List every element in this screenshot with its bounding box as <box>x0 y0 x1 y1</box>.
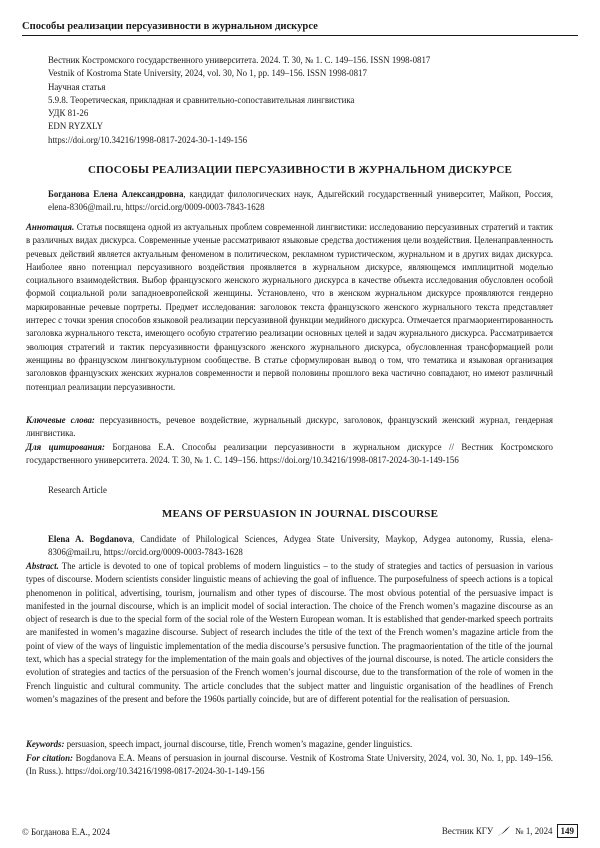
research-article-label: Research Article <box>48 485 107 495</box>
title-en: MEANS OF PERSUASION IN JOURNAL DISCOURSE <box>161 508 439 520</box>
meta-line-udc: УДК 81-26 <box>48 108 89 119</box>
meta-line-specialty: 5.9.8. Теоретическая, прикладная и сравнительно-сопоставительная лингвистика <box>48 94 355 105</box>
running-head: Способы реализации персуазивности в журнальном дискурсе <box>22 19 578 36</box>
feather-icon <box>497 825 511 837</box>
abstract-label-ru: Аннотация. <box>26 222 75 232</box>
citation-en <box>26 752 553 779</box>
meta-line-doi[interactable]: https://doi.org/10.34216/1998-0817-2024-30-1-149-156 <box>48 134 248 145</box>
article-metadata <box>48 54 558 147</box>
footer-journal-name: Вестник КГУ <box>441 826 494 836</box>
keywords-text-en: persuasion, speech impact, journal discourse, title, French women’s magazine, gender linguistics. <box>66 739 413 749</box>
abstract-label-en: Abstract. <box>26 561 59 571</box>
citation-label-en: For citation: <box>26 753 73 763</box>
author-name-ru: Богданова Елена Александровна <box>48 189 184 199</box>
author-details-en: , Candidate of Philological Sciences, Adygea State University, Maykop, Adygea autonomy, Russia, elena-8306@mail.ru, https://orcid.org/0009-0003-7843-1628 <box>48 534 553 558</box>
citation-text-ru: Богданова Е.А. Способы реализации персуазивности в журнальном дискурсе // Вестник Костромского государственного университета. 2024. Т. 30, № 1. С. 149–156. https://doi.org/10.34216/1998-0817-2024-30-1-149-156 <box>26 442 553 466</box>
footer-issue: № 1, 2024 <box>515 826 553 836</box>
keywords-label-ru: Ключевые слова: <box>26 415 95 425</box>
keywords-ru <box>26 414 553 441</box>
keywords-text-ru: персуазивность, речевое воздействие, журнальный дискурс, заголовок, французский женский журнал, гендерная лингвистика. <box>26 415 554 439</box>
author-name-en: Elena A. Bogdanova <box>48 534 133 544</box>
author-details-ru: , кандидат филологических наук, Адыгейский государственный университет, Майкоп, Россия, elena-8306@mail.ru, https://orcid.org/0009-0003-7843-1628 <box>48 189 554 213</box>
title-ru: СПОСОБЫ РЕАЛИЗАЦИИ ПЕРСУАЗИВНОСТИ В ЖУРНАЛЬНОМ ДИСКУРСЕ <box>88 164 512 176</box>
author-ru <box>48 188 553 215</box>
meta-line-edn: EDN RYZXLY <box>48 121 104 132</box>
meta-line-ru-journal: Вестник Костромского государственного университета. 2024. Т. 30, № 1. С. 149–156. ISSN 1998-0817 <box>48 55 431 65</box>
footer-journal-info <box>442 824 578 838</box>
copyright: © Богданова Е.А., 2024 <box>22 827 111 837</box>
meta-line-article-type: Научная статья <box>48 81 106 92</box>
citation-ru <box>26 441 553 468</box>
abstract-text-ru: Статья посвящена одной из актуальных проблем современной лингвистики: исследованию персуазивных стратегий и тактик в различных видах дискурса. Современные ученые рассматривают языковые средства достижения цели воздействия. Целенаправленность речевых действий является актуальным феноменом в политическом, рекламном туристическом, журнальном и в других видах дискурса. Наиболее явно потенциал персуазивного воздействия проявляется в журнальном дискурсе, являющемся имплицитной моделью социального взаимодействия. Выбор французского женского журнального дискурса в качестве объекта исследования обусловлен особой формой социальной роли западноевропейской женщины. Установлено, что в женском журнальном дискурсе проявляются гендерно маркированные речевые портреты. Предмет исследования: заголовок текста французского женского журнального текста представляет интерес с точки зрения способов языковой реализации персуазивной функции медийного дискурса. Отмечается прагмаориентированность заголовка журнального текста, имеющего особую стратегию реализации основных целей и задач журнального дискурса. Рассматривается эволюция стратегий и тактик персуазивности французского женского журнального дискурса, обусловленная трансформацией роли женщины во французском лингвокультурном сообществе. В статье сформулирован вывод о том, что тематика и языковая организация заголовков французских женских журналов современности и первой половины прошлого века частично совпадают, но имеют различный потенциал реализации персуазивности. <box>26 222 553 392</box>
abstract-en <box>26 560 553 706</box>
citation-label-ru: Для цитирования: <box>26 442 105 452</box>
page-number: 149 <box>557 824 579 838</box>
keywords-en <box>26 738 553 751</box>
keywords-label-en: Keywords: <box>26 739 65 749</box>
abstract-ru <box>26 221 553 394</box>
author-en <box>48 533 553 560</box>
citation-text-en: Bogdanova E.A. Means of persuasion in journal discourse. Vestnik of Kostroma State University, 2024, vol. 30, No. 1, pp. 149–156. (In Russ.). https://doi.org/10.34216/1998-0817-2024-30-1-149-156 <box>26 753 553 777</box>
abstract-text-en: The article is devoted to one of topical problems of modern linguistics – to the study of strategies and tactics of persuasion in various types of discourse. Modern scientists consider linguistic means of achieving the goal of influence. The purposefulness of speech actions is a topical phenomenon in political, advertising, tourism, journalism and other types of discourse. The most obvious potential of the persuasive impact is manifested in the journal discourse, which is an implicit model of social interaction. The choice of the French women’s magazine discourse as an object of research is due to the special form of the social role of the Western European woman. It is established that gender-marked speech portraits are manifested in women’s magazine discourse. Subject of research includes the title of the text of the French women’s magazine article from the point of view of the ways of linguistic implementation of the media discourse’s persusive function. The pragmaorientation of the title of the journal text, which has a special strategy for the implementation of the main goals and objectives of the journal discourse, is noted. The article considers the evolution of strategies and tactics of the persuasion of the French women’s journal discourse, due to the transformation of the role of women in the French linguistic and cultural community. The article concludes that the subject matter and linguistic organisation of the headlines of French women’s magazines of the present and before the 1960s partially coincide, but are of different potential for the realisation of persuasion. <box>26 561 554 704</box>
meta-line-en-journal: Vestnik of Kostroma State University, 2024, vol. 30, No 1, pp. 149–156. ISSN 1998-0817 <box>48 68 367 79</box>
